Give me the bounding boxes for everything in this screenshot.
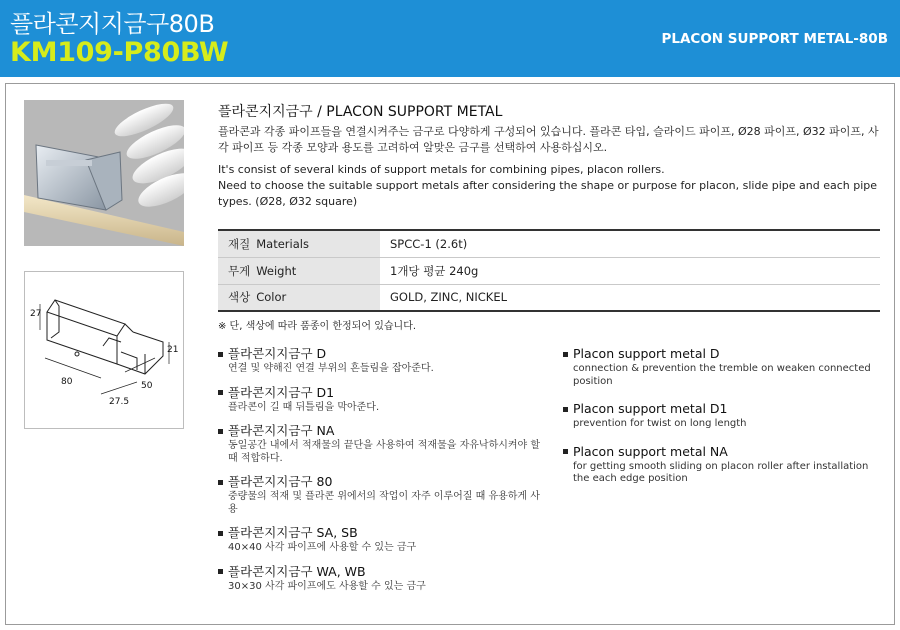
bullet-icon — [563, 449, 568, 454]
product-title-english: PLACON SUPPORT METAL-80B — [661, 31, 888, 47]
product-list-english — [563, 346, 883, 499]
description-korean: 플라콘과 각종 파이프들을 연결시켜주는 금구로 다양하게 구성되어 있습니다. 플라콘 타입, 슬라이드 파이프, Ø28 파이프, Ø32 파이프, 사각 파이프 등 각종 모양과 용도를 고려하여 알맞은 금구를 선택하여 사용하십시오. — [218, 125, 879, 154]
product-panel — [5, 83, 895, 625]
bullet-icon — [218, 429, 223, 434]
bullet-icon — [218, 352, 223, 357]
list-item — [218, 385, 548, 415]
item-title: Placon support metal NA — [573, 443, 728, 459]
item-title-row — [218, 474, 548, 490]
bullet-icon — [218, 390, 223, 395]
item-title-row — [563, 401, 883, 417]
item-title-row — [218, 385, 548, 401]
spec-row-color — [218, 284, 880, 311]
item-title-row — [218, 346, 548, 362]
dim-length: 80 — [61, 377, 73, 387]
color-note: ※ 단, 색상에 따라 품종이 한정되어 있습니다. — [218, 321, 417, 332]
item-description: 30×30 사각 파이프에도 사용할 수 있는 금구 — [228, 580, 426, 592]
product-title-korean: 플라콘지지금구80B — [10, 10, 215, 38]
bullet-icon — [563, 352, 568, 357]
spec-label-english: Materials — [256, 236, 309, 251]
dim-side-height: 21 — [167, 345, 179, 355]
item-description: for getting smooth sliding on placon roller after installation the each edge position — [573, 460, 869, 484]
list-item — [218, 474, 548, 516]
product-photo — [24, 100, 184, 246]
dim-depth: 27.5 — [109, 397, 130, 407]
item-description: 40×40 사각 파이프에 사용할 수 있는 금구 — [228, 542, 417, 553]
product-photo-image — [24, 100, 184, 246]
item-title: Placon support metal D — [573, 346, 720, 361]
section-title: 플라콘지지금구 / PLACON SUPPORT METAL — [218, 104, 503, 120]
item-title: Placon support metal D1 — [573, 401, 728, 416]
item-description: prevention for twist on long length — [573, 418, 747, 429]
item-title: 플라콘지지금구 80 — [228, 474, 333, 489]
spec-label-english: Color — [256, 290, 287, 305]
item-description: 연결 및 약해진 연결 부위의 흔들림을 잡아준다. — [228, 363, 434, 374]
bullet-icon — [563, 407, 568, 412]
bullet-icon — [218, 569, 223, 574]
spec-value: SPCC-1 (2.6t) — [390, 236, 468, 251]
item-description: 플라콘이 길 때 뒤틀림을 막아준다. — [228, 401, 380, 413]
item-title-row — [218, 423, 548, 439]
item-title-row — [218, 525, 548, 541]
item-description: connection & prevention the tremble on weaken connected position — [573, 363, 871, 387]
spec-label — [218, 257, 380, 284]
description-english-line-2: Need to choose the suitable support metals after considering the shape or purpose for placon, slide pipe and each pipe types. (Ø28, Ø32 square) — [218, 179, 878, 208]
item-title: 플라콘지지금구 SA, SB — [228, 525, 358, 540]
list-item — [563, 346, 883, 388]
spec-label-english: Weight — [256, 263, 297, 278]
item-title-row — [218, 564, 548, 580]
spec-value: 1개당 평균 240g — [390, 263, 479, 278]
description-english — [218, 162, 883, 210]
item-title-row — [563, 444, 883, 460]
list-item — [563, 444, 883, 486]
item-title: 플라콘지지금구 D — [228, 346, 327, 361]
spec-row-weight — [218, 257, 880, 284]
dim-height: 27 — [30, 309, 42, 319]
item-description: 중량물의 적재 및 플라콘 위에서의 작업이 자주 이루어질 때 유용하게 사용 — [228, 491, 540, 515]
bullet-icon — [218, 480, 223, 485]
spec-label-korean: 무게 — [228, 263, 251, 278]
spec-value: GOLD, ZINC, NICKEL — [390, 290, 507, 305]
dim-width: 50 — [141, 381, 153, 391]
spec-label-korean: 재질 — [228, 236, 251, 251]
dimension-drawing-image — [25, 272, 183, 428]
item-title: 플라콘지지금구 WA, WB — [228, 563, 366, 579]
header-bar — [0, 0, 900, 77]
spec-label — [218, 230, 380, 257]
list-item — [218, 423, 548, 465]
product-code: KM109-P80BW — [10, 37, 229, 68]
list-item — [218, 564, 548, 594]
item-title: 플라콘지지금구 D1 — [228, 384, 335, 400]
list-item — [563, 401, 883, 431]
list-item — [218, 346, 548, 376]
item-description: 동일공간 내에서 적재물의 끝단을 사용하여 적재물을 자유낙하시켜야 할 때 적합하다. — [228, 440, 541, 464]
bullet-icon — [218, 531, 223, 536]
dimension-drawing — [24, 271, 184, 429]
spec-label — [218, 284, 380, 311]
item-title: 플라콘지지금구 NA — [228, 423, 335, 438]
list-item — [218, 525, 548, 555]
product-list-korean — [218, 346, 548, 602]
spec-table — [218, 229, 880, 312]
spec-row-materials — [218, 230, 880, 257]
item-title-row — [563, 346, 883, 362]
description-english-line-1: It's consist of several kinds of support metals for combining pipes, placon rollers. — [218, 163, 665, 176]
spec-label-korean: 색상 — [228, 290, 251, 305]
